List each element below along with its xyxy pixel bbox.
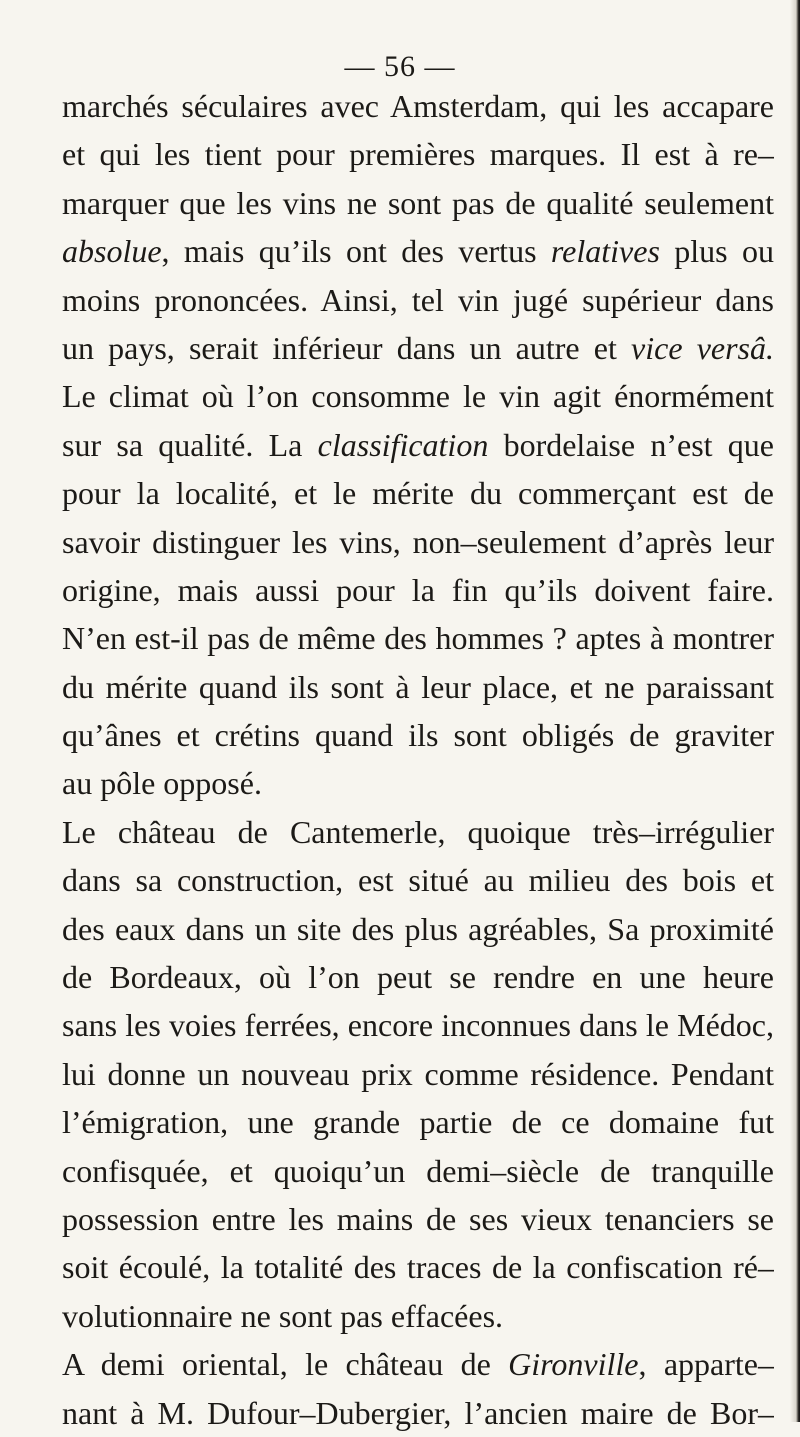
text-segment: Le climat où l’on consomme le vin agit énormément [62, 378, 774, 415]
text-line [62, 82, 774, 130]
text-segment: marquer que les vins ne sont pas de qualité seulement [62, 184, 774, 221]
page-edge-shadow [790, 0, 800, 1422]
text-segment: dans sa construction, est situé au milieu des bois et [62, 862, 774, 899]
text-line [62, 953, 774, 1001]
text-line [62, 1147, 774, 1195]
text-segment: Le château de Cantemerle, quoique très–irrégulier [62, 813, 774, 850]
text-segment: plus ou [659, 233, 774, 270]
text-segment: qu’ânes et crétins quand ils sont obligés de graviter [62, 717, 774, 754]
italic-phrase: classification [317, 426, 489, 463]
text-segment: savoir distinguer les vins, non–seulement d’après leur [62, 523, 774, 560]
text-line [62, 276, 774, 324]
text-line [62, 1243, 774, 1291]
text-segment: possession entre les mains de ses vieux tenanciers se [62, 1200, 774, 1237]
text-segment: , apparte– [638, 1346, 774, 1383]
text-line [62, 324, 774, 372]
text-line [62, 905, 774, 953]
text-segment: confisquée, et quoiqu’un demi–siècle de tranquille [62, 1152, 774, 1189]
text-line [62, 469, 774, 517]
text-line [62, 130, 774, 178]
text-segment: volutionnaire ne sont pas effacées. [62, 1297, 504, 1334]
text-line [62, 1098, 774, 1146]
text-line [62, 1195, 774, 1243]
text-line [62, 1001, 774, 1049]
text-line [62, 1340, 774, 1388]
text-segment: du mérite quand ils sont à leur place, et ne paraissant [62, 668, 774, 705]
text-line [62, 856, 774, 904]
text-line [62, 372, 774, 420]
italic-phrase: absolue [62, 233, 162, 270]
text-line [62, 1050, 774, 1098]
text-segment: soit écoulé, la totalité des traces de la confiscation ré– [62, 1249, 774, 1286]
text-line [62, 808, 774, 856]
text-segment: origine, mais aussi pour la fin qu’ils doivent faire. [62, 571, 774, 608]
text-segment: et qui les tient pour premières marques. Il est à re– [62, 136, 774, 173]
text-segment: nant à M. Dufour–Dubergier, l’ancien maire de Bor– [62, 1394, 774, 1431]
text-segment: de Bordeaux, où l’on peut se rendre en une heure [62, 959, 774, 996]
page-number: — 56 — [344, 50, 456, 83]
text-segment: un pays, serait inférieur dans un autre et [62, 329, 632, 366]
body-text [62, 82, 774, 1437]
text-line [62, 663, 774, 711]
text-line [62, 179, 774, 227]
text-line [62, 614, 774, 662]
italic-phrase: Gironville [508, 1346, 639, 1383]
text-segment: bordelaise n’est que [488, 426, 774, 463]
text-segment: pour la localité, et le mérite du commerçant est de [62, 475, 774, 512]
text-line [62, 1389, 774, 1437]
italic-phrase: vice versâ. [631, 329, 774, 366]
text-line [62, 566, 774, 614]
text-segment: , mais qu’ils ont des vertus [161, 233, 551, 270]
text-segment: sans les voies ferrées, encore inconnues dans le Médoc, [62, 1007, 774, 1044]
text-line [62, 227, 774, 275]
text-segment: A demi oriental, le château de [62, 1346, 509, 1383]
text-segment: marchés séculaires avec Amsterdam, qui les accapare [62, 88, 774, 124]
text-line [62, 421, 774, 469]
text-segment: lui donne un nouveau prix comme résidence. Pendant [62, 1055, 774, 1092]
text-line [62, 1292, 774, 1340]
italic-phrase: relatives [550, 233, 660, 270]
text-segment: sur sa qualité. La [62, 426, 318, 463]
text-line [62, 759, 774, 807]
text-segment: au pôle opposé. [62, 765, 262, 802]
text-segment: des eaux dans un site des plus agréables, Sa proximité [62, 910, 774, 947]
text-line [62, 711, 774, 759]
text-segment: moins prononcées. Ainsi, tel vin jugé supérieur dans [62, 281, 774, 318]
text-segment: l’émigration, une grande partie de ce domaine fut [62, 1104, 774, 1141]
text-segment: N’en est-il pas de même des hommes ? aptes à montrer [62, 620, 774, 657]
text-line [62, 518, 774, 566]
